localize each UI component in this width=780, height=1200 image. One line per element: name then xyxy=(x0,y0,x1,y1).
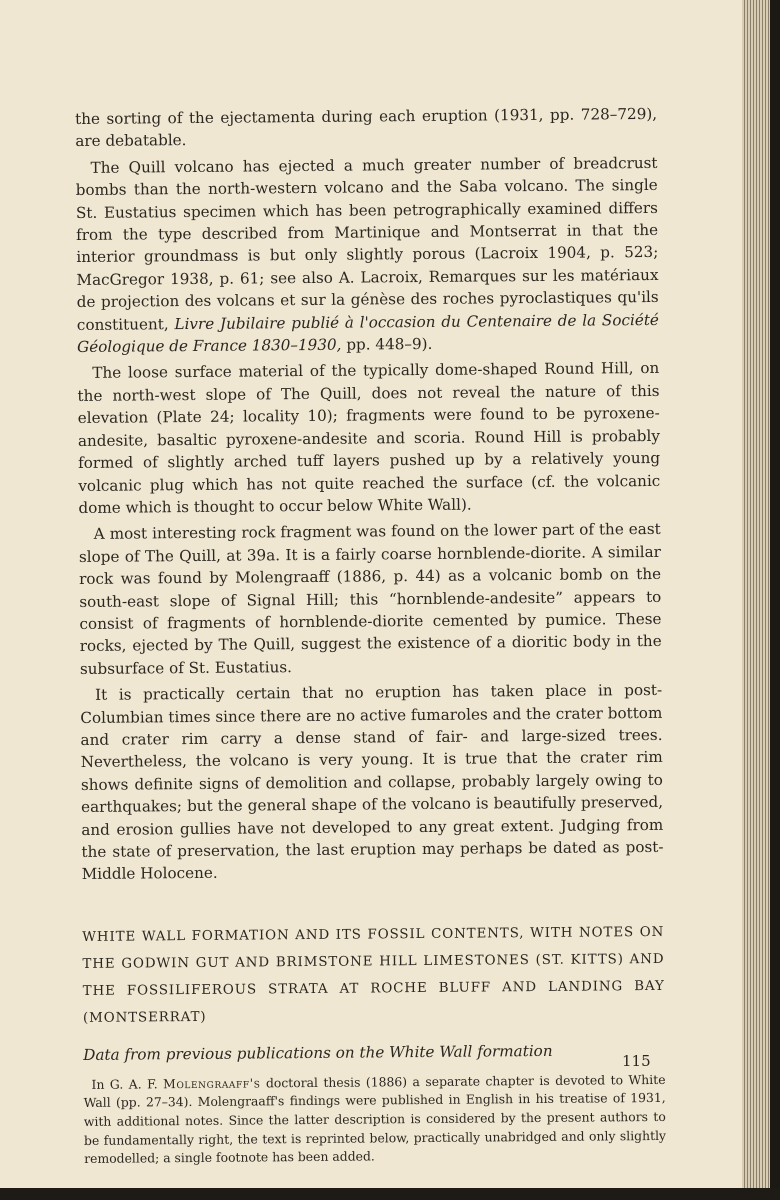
small-paragraph xyxy=(83,1071,666,1169)
paragraph-4: A most interesting rock fragment was found on the lower part of the east slope of The Quill, at 39a. It is a fairly coarse hornblende-diorite. A similar rock was found by Molengraaff (1886, p. 44) as a volcanic bomb on the south-east slope of Signal Hill; this “hornblende-andesite” appears to consist of fragments of hornblende-diorite cemented by pumice. These rocks, ejected by The Quill, suggest the existence of a dioritic body in the subsurface of St. Eustatius. xyxy=(78,520,662,678)
paragraph-2-text-a: The Quill volcano has ejected a much greater number of breadcrust bombs than the north-western volcano and the Saba volcano. The single St. Eustatius specimen which has been petrographically examined differs from the type described from Martinique and Montserrat in that the interior groundmass is but only slightly porous (Lacroix 1904, p. 523; MacGregor 1938, p. 61; see also A. Lacroix, Remarques sur les matériaux de projection des volcans et sur la génèse des roches pyroclastiques qu'ils constituent, xyxy=(75,153,659,334)
book-cover-edge xyxy=(770,0,780,1200)
paragraph-3: The loose surface material of the typically dome-shaped Round Hill, on the north-west slope of The Quill, does not reveal the nature of this elevation (Plate 24; locality 10); fragments were found to be pyroxene-andesite, basaltic pyroxene-andesite and scoria. Round Hill is probably formed of slightly arched tuff layers pushed up by a relatively young volcanic plug which has not quite reached the surface (cf. the volcanic dome which is thought to occur below White Wall). xyxy=(77,359,661,517)
paragraph-1: the sorting of the ejectamenta during each eruption (1931, pp. 728–729), are debatable. xyxy=(75,104,658,151)
author-name: Molengraaff's xyxy=(163,1075,261,1092)
paragraph-2-italic-title: Livre Jubilaire publié à l'occasion du Centenaire de la Société Géologique de France 1830–1930, xyxy=(77,310,659,357)
paragraph-5: It is practically certain that no eruption has taken place in post-Columbian times since there are no active fumaroles and the crater bottom and crater rim carry a dense stand of fair- and large-sized trees. Nevertheless, the volcano is very young. It is true that the crater rim shows definite signs of demolition and collapse, probably largely owing to earthquakes; but the general shape of the volcano is beautifully preserved, and erosion gullies have not developed to any great extent. Judging from the state of preservation, the last eruption may perhaps be dated as post-Middle Holocene. xyxy=(80,681,664,884)
small-paragraph-rest: doctoral thesis (1886) a separate chapter is devoted to White Wall (pp. 27–34). Molengraaff's findings were published in English in his treatise of 1931, with additional notes. Since the latter description is considered by the present authors to be fundamentally right, the text is reprinted below, practically unabridged and only slightly remodelled; a single footnote has been added. xyxy=(83,1071,667,1167)
section-heading: WHITE WALL FORMATION AND ITS FOSSIL CONTENTS, WITH NOTES ON THE GODWIN GUT AND BRIMSTONE HILL LIMESTONES (ST. KITTS) AND THE FOSSILIFEROUS STRATA AT ROCHE BLUFF AND LANDING BAY (MONTSERRAT) xyxy=(82,924,665,1026)
body-text xyxy=(75,103,666,1169)
paragraph-2-text-b: pp. 448–9). xyxy=(341,334,433,354)
paragraph-2 xyxy=(75,152,659,359)
subheading: Data from previous publications on the White Wall formation xyxy=(83,1041,553,1064)
page-number: 115 xyxy=(622,1052,651,1070)
small-paragraph-lead: In G. A. F. xyxy=(91,1076,164,1092)
book-bottom-edge xyxy=(0,1188,780,1200)
